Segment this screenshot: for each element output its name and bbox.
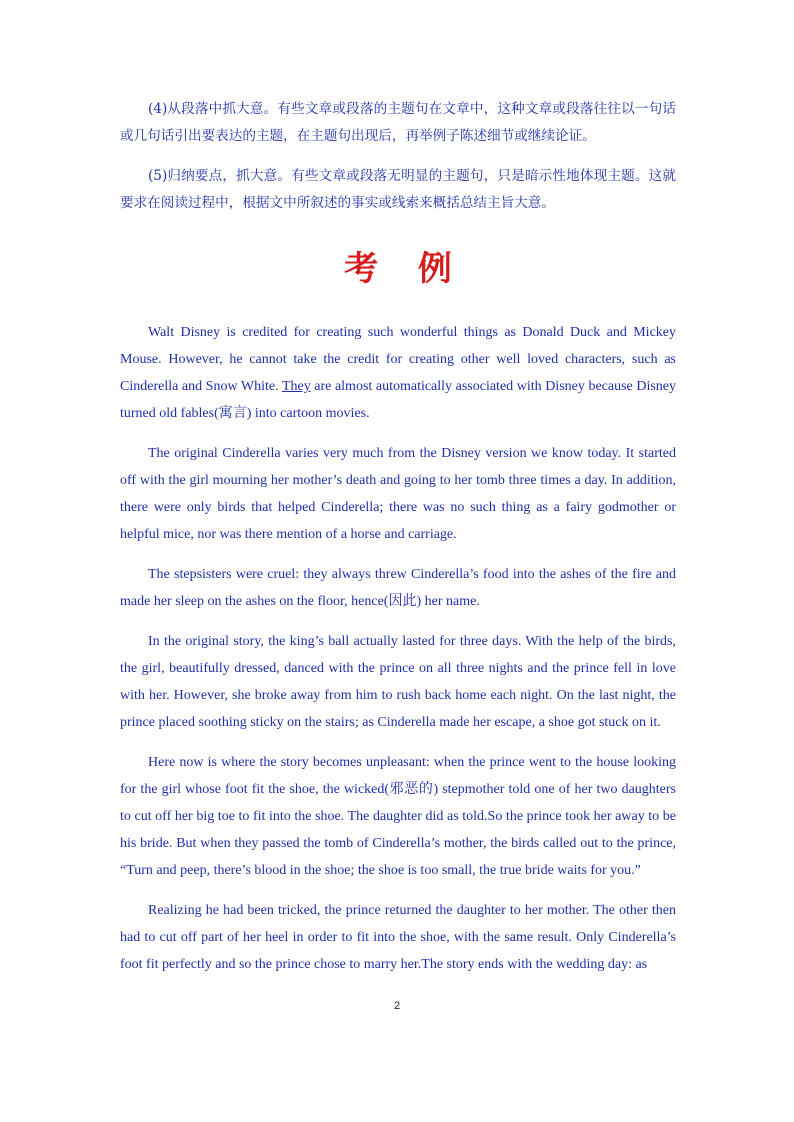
passage-paragraph-6: Realizing he had been tricked, the prince returned the daughter to her mother. The other then had to cut off part of her heel in order to fit into the shoe, with the same result. Only Cinderella’s foot fit perfectly and so the prince chose to marry her.The story ends with the wedding day: as bbox=[120, 903, 676, 972]
method-notes bbox=[120, 96, 676, 217]
underlined-word: They bbox=[281, 379, 311, 394]
passage-paragraph-4: In the original story, the king’s ball actually lasted for three days. With the help of the birds, the girl, beautifully dressed, danced with the prince on all three nights and the prince fell in love with her. However, she broke away from him to rush back home each night. On the last night, the prince placed soothing sticky on the stairs; as Cinderella made her escape, a shoe got stuck on it. bbox=[120, 634, 676, 730]
page-number: 2 bbox=[393, 1000, 401, 1012]
passage-paragraph-1-part-a: Walt Disney is credited for creating such wonderful things as Donald Duck and Mickey Mouse. However, he cannot take the credit for creating other well loved characters, such as Cinderella and Snow White. bbox=[120, 325, 676, 394]
passage-paragraph-5: Here now is where the story becomes unpleasant: when the prince went to the house looking for the girl whose foot fit the shoe, the wicked(邪恶的) stepmother told one of her two daughters to cut off her big toe to fit into the shoe. The daughter did as told.So the prince took her away to be his bride. But when they passed the tomb of Cinderella’s mother, the birds called out to the prince, “Turn and peep, there’s blood in the shoe; the shoe is too small, the true bride waits for you.” bbox=[120, 755, 676, 878]
passage-paragraph-1-part-b: are almost automatically associated with Disney because Disney turned old fables(寓言) into cartoon movies. bbox=[120, 379, 676, 421]
method-paragraph-5: (5)归纳要点，抓大意。有些文章或段落无明显的主题句，只是暗示性地体现主题。这就要求在阅读过程中，根据文中所叙述的事实或线索来概括总结主旨大意。 bbox=[120, 168, 676, 211]
passage-paragraph-1 bbox=[120, 319, 676, 427]
method-paragraph-4: (4)从段落中抓大意。有些文章或段落的主题句在文章中，这种文章或段落往往以一句话或几句话引出要表达的主题，在主题句出现后，再举例子陈述细节或继续论证。 bbox=[120, 101, 676, 144]
document-page bbox=[120, 96, 676, 978]
passage-paragraph-3: The stepsisters were cruel: they always threw Cinderella’s food into the ashes of the fire and made her sleep on the ashes on the floor, hence(因此) her name. bbox=[120, 567, 676, 609]
reading-passage bbox=[120, 319, 676, 978]
passage-paragraph-2: The original Cinderella varies very much from the Disney version we know today. It started off with the girl mourning her mother’s death and going to her tomb three times a day. In addition, there were only birds that helped Cinderella; there was no such thing as a fairy godmother or helpful mice, nor was there mention of a horse and carriage. bbox=[120, 446, 676, 542]
section-heading: 考 例 bbox=[344, 249, 466, 289]
